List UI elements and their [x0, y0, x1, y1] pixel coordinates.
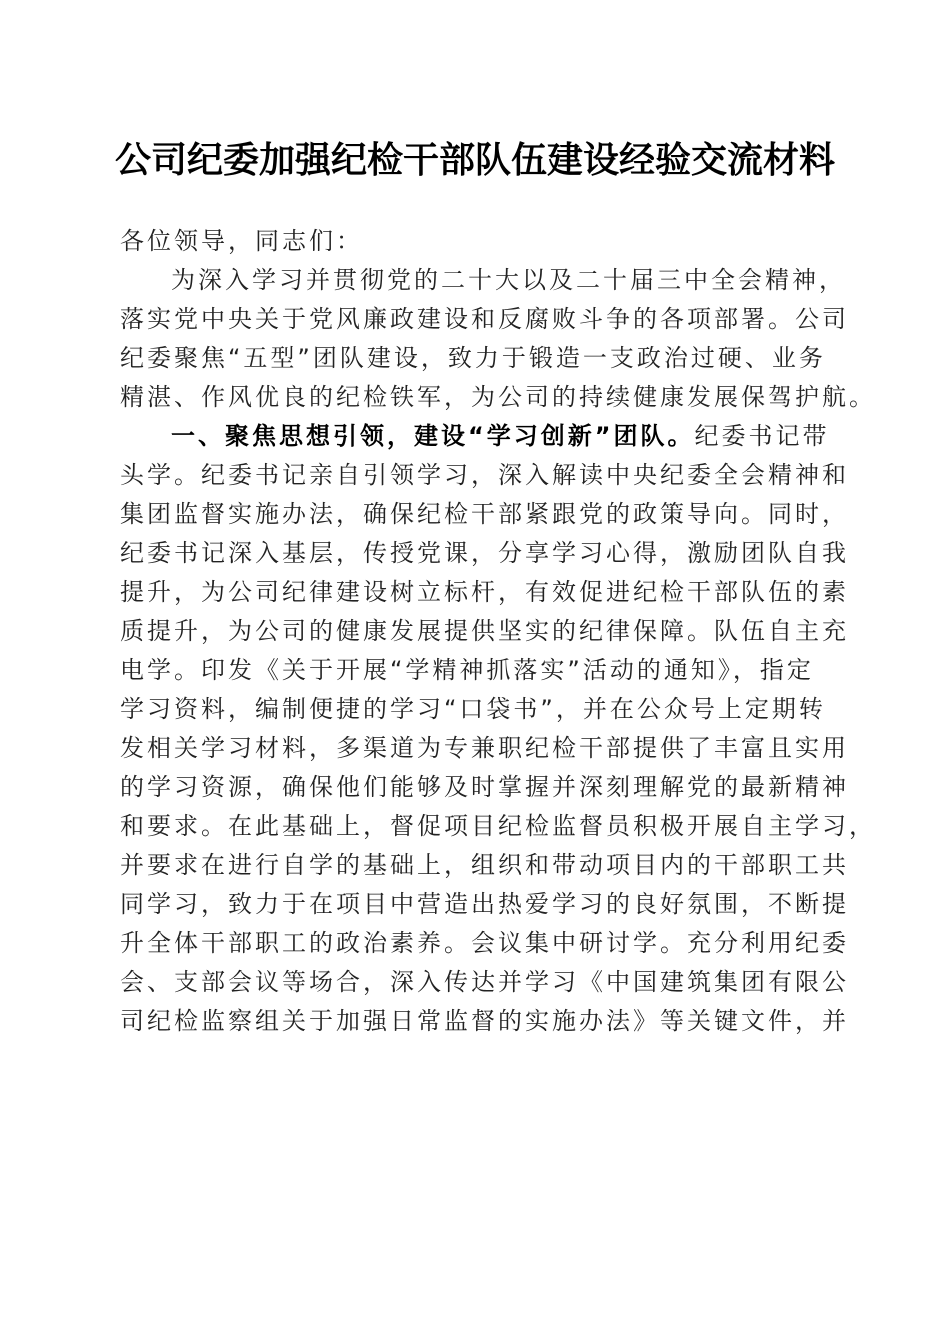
section-1-line: 质提升，为公司的健康发展提供坚实的纪律保障。队伍自主充	[120, 617, 849, 645]
section-1-line: 和要求。在此基础上，督促项目纪检监督员积极开展自主学习，	[120, 812, 876, 840]
section-1-line: 同学习，致力于在项目中营造出热爱学习的良好氛围，不断提	[120, 890, 849, 918]
intro-line: 为深入学习并贯彻党的二十大以及二十届三中全会精神，	[171, 266, 846, 294]
section-1-line: 并要求在进行自学的基础上，组织和带动项目内的干部职工共	[120, 851, 849, 879]
intro-line: 精湛、作风优良的纪检铁军，为公司的持续健康发展保驾护航。	[120, 383, 876, 411]
section-1-line: 集团监督实施办法，确保纪检干部紧跟党的政策导向。同时，	[120, 500, 849, 528]
section-1-first-line	[120, 417, 832, 456]
section-1-line: 司纪检监察组关于加强日常监督的实施办法》等关键文件，并	[120, 1007, 849, 1035]
section-1-line: 纪委书记深入基层，传授党课，分享学习心得，激励团队自我	[120, 539, 849, 567]
intro-line: 落实党中央关于党风廉政建设和反腐败斗争的各项部署。公司	[120, 305, 849, 333]
section-1-first-line-text: 纪委书记带	[694, 422, 830, 450]
section-1-line: 学习资料，编制便捷的学习“口袋书”，并在公众号上定期转	[120, 695, 826, 723]
section-1-line: 会、支部会议等场合，深入传达并学习《中国建筑集团有限公	[120, 968, 849, 996]
section-1-line: 发相关学习材料，多渠道为专兼职纪检干部提供了丰富且实用	[120, 734, 849, 762]
document-body	[120, 222, 876, 1041]
section-1-line: 升全体干部职工的政治素养。会议集中研讨学。充分利用纪委	[120, 929, 849, 957]
section-1-line: 提升，为公司纪律建设树立标杆，有效促进纪检干部队伍的素	[120, 578, 849, 606]
intro-line: 纪委聚焦“五型”团队建设，致力于锻造一支政治过硬、业务	[120, 344, 826, 372]
salutation: 各位领导，同志们：	[120, 227, 363, 255]
section-1-line: 电学。印发《关于开展“学精神抓落实”活动的通知》，指定	[120, 656, 814, 684]
section-1-heading: 一、聚焦思想引领，建设“学习创新”团队。	[171, 422, 695, 450]
document-title: 公司纪委加强纪检干部队伍建设经验交流材料	[114, 139, 835, 181]
section-1-line: 头学。纪委书记亲自引领学习，深入解读中央纪委全会精神和	[120, 461, 849, 489]
section-1-line: 的学习资源，确保他们能够及时掌握并深刻理解党的最新精神	[120, 773, 849, 801]
